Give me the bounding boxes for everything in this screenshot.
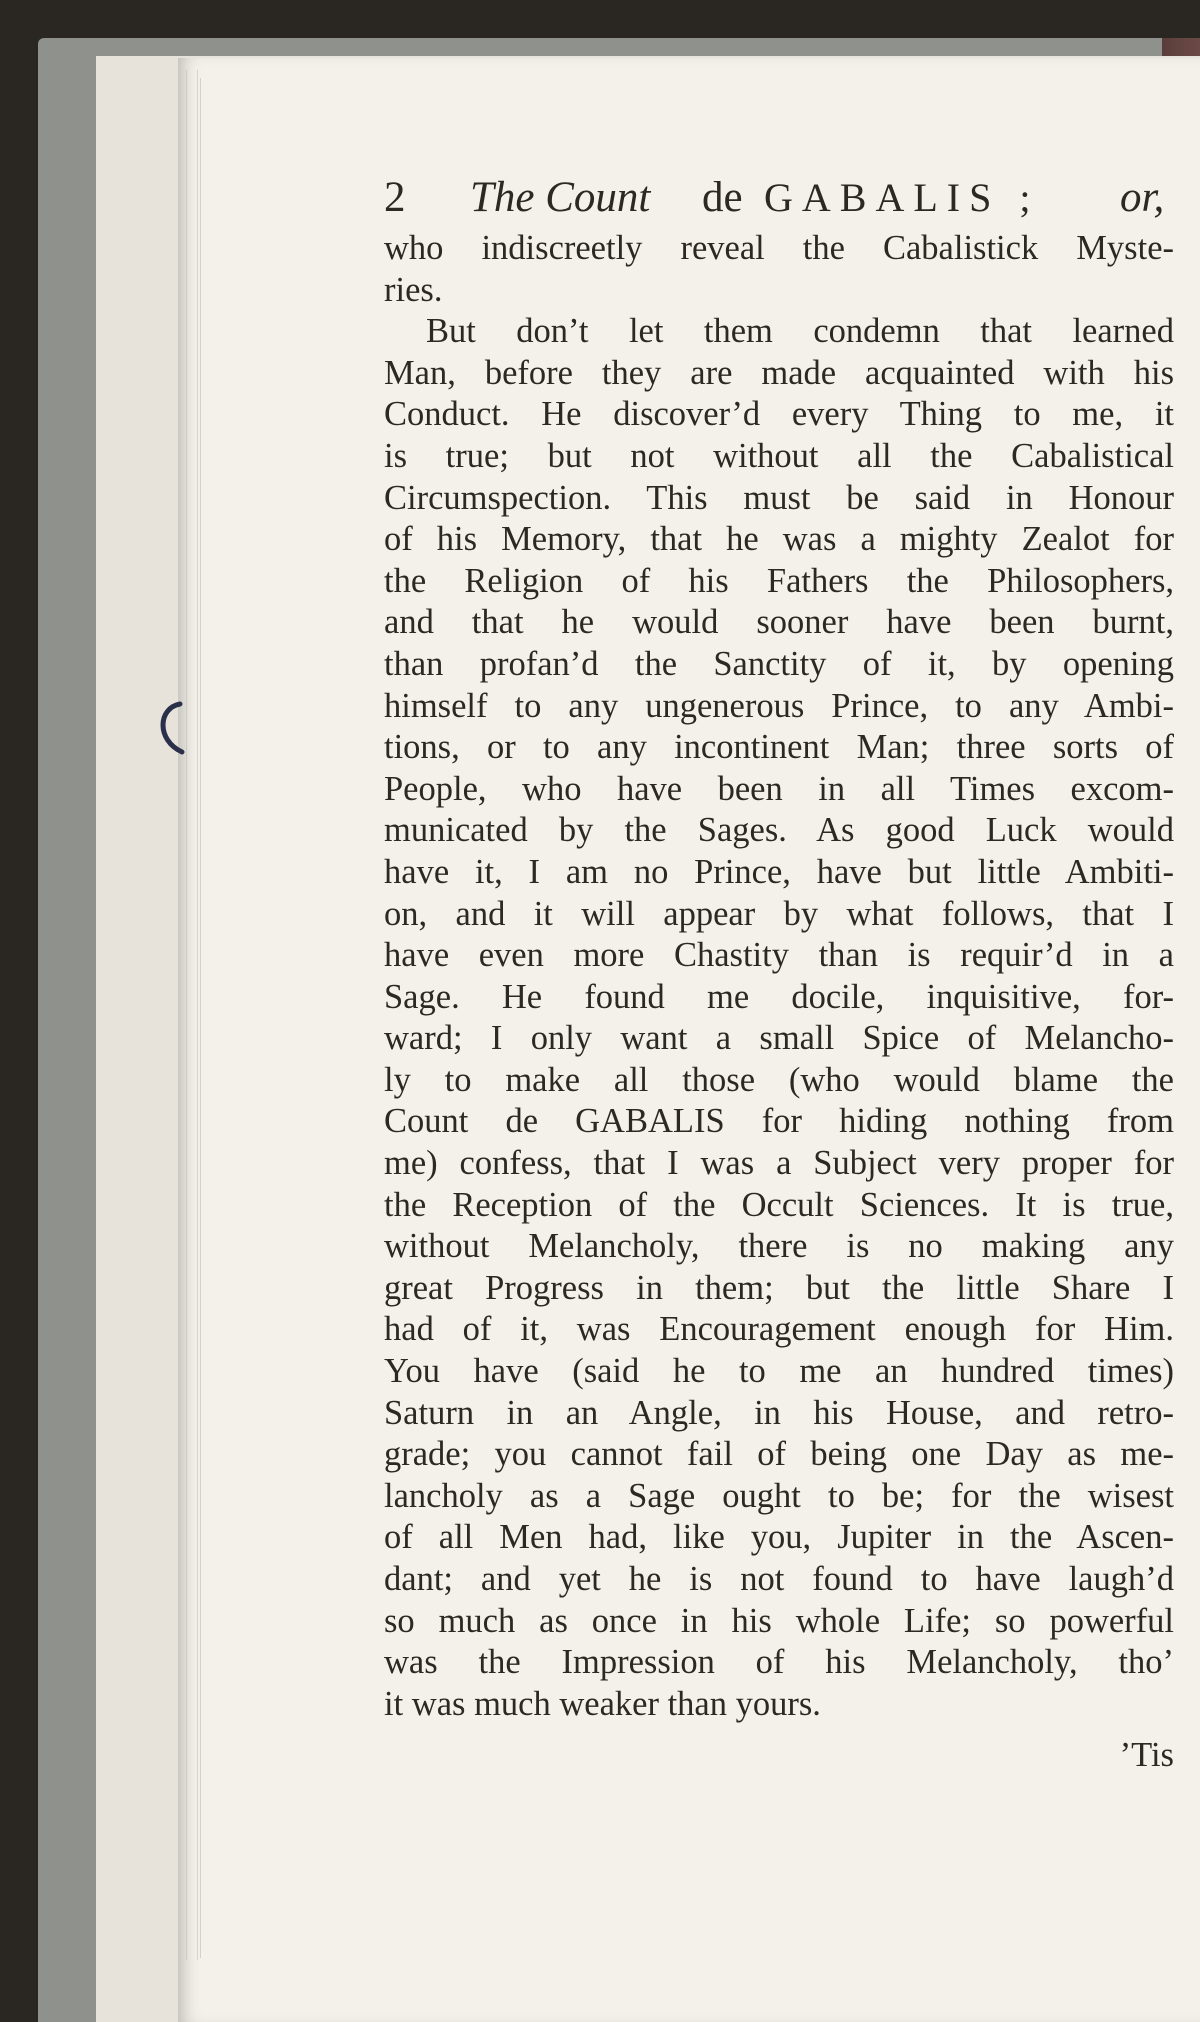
text-line: People, who have been in all Times excom- <box>384 769 1174 808</box>
text-line: great Progress in them; but the little Share I <box>384 1268 1174 1307</box>
running-title: The Count <box>470 174 651 221</box>
text-line: lancholy as a Sage ought to be; for the wisest <box>384 1476 1174 1515</box>
text-line: have even more Chastity than is requir’d in a <box>384 936 1174 975</box>
page-edge <box>200 78 207 1958</box>
text-line: ries. <box>384 270 443 309</box>
text-line: so much as once in his whole Life; so powerful <box>384 1601 1174 1640</box>
text-line: ly to make all those (who would blame the <box>384 1060 1174 1099</box>
text-line: municated by the Sages. As good Luck would <box>384 811 1174 850</box>
running-title-or: or, <box>1120 174 1165 221</box>
text-line: Sage. He found me docile, inquisitive, for- <box>384 977 1174 1016</box>
text-line: is true; but not without all the Cabalistical <box>384 436 1174 475</box>
text-line: ward; I only want a small Spice of Melancho- <box>384 1019 1174 1058</box>
pencil-bracket-mark <box>150 700 190 760</box>
text-line: had of it, was Encouragement enough for Him. <box>384 1310 1174 1349</box>
text-line: tions, or to any incontinent Man; three sorts of <box>384 728 1174 767</box>
text-line: of all Men had, like you, Jupiter in the Ascen- <box>384 1518 1174 1557</box>
text-line: have it, I am no Prince, have but little Ambiti- <box>384 852 1174 891</box>
page-text <box>384 168 1174 1774</box>
page-number: 2 <box>384 174 406 221</box>
text-line: me) confess, that I was a Subject very proper for <box>384 1144 1174 1183</box>
text-line: Count de GABALIS for hiding nothing from <box>384 1102 1174 1141</box>
running-title-name: GABALIS ; <box>764 175 1040 220</box>
text-line: who indiscreetly reveal the Cabalistick Myste- <box>384 229 1174 267</box>
text-line: Conduct. He discover’d every Thing to me, it <box>384 395 1174 434</box>
text-line: and that he would sooner have been burnt, <box>384 603 1174 642</box>
text-line: But don’t let them condemn that learned <box>426 312 1174 351</box>
text-line: You have (said he to me an hundred times) <box>384 1352 1174 1391</box>
running-title-particle: de <box>702 174 743 221</box>
text-line: was the Impression of his Melancholy, tho’ <box>384 1643 1174 1682</box>
text-line: on, and it will appear by what follows, that I <box>384 894 1174 933</box>
text-line: than profan’d the Sanctity of it, by opening <box>384 644 1174 683</box>
text-line: of his Memory, that he was a mighty Zealot for <box>384 520 1174 559</box>
text-line: grade; you cannot fail of being one Day as me- <box>384 1435 1174 1474</box>
text-line: himself to any ungenerous Prince, to any Ambi- <box>384 686 1174 725</box>
text-line: it was much weaker than yours. <box>384 1684 821 1723</box>
text-line: Man, before they are made acquainted with his <box>384 353 1174 392</box>
text-line: the Reception of the Occult Sciences. It is true, <box>384 1185 1174 1224</box>
page-edge <box>186 70 198 1960</box>
text-line: Saturn in an Angle, in his House, and retro- <box>384 1393 1174 1432</box>
text-line: dant; and yet he is not found to have laugh’d <box>384 1560 1174 1598</box>
text-line: Circumspection. This must be said in Honour <box>384 478 1174 517</box>
running-head <box>384 168 1174 228</box>
catchword: ’Tis <box>1119 1736 1174 1774</box>
text-line: the Religion of his Fathers the Philosophers, <box>384 561 1174 600</box>
text-line: without Melancholy, there is no making any <box>384 1227 1174 1266</box>
